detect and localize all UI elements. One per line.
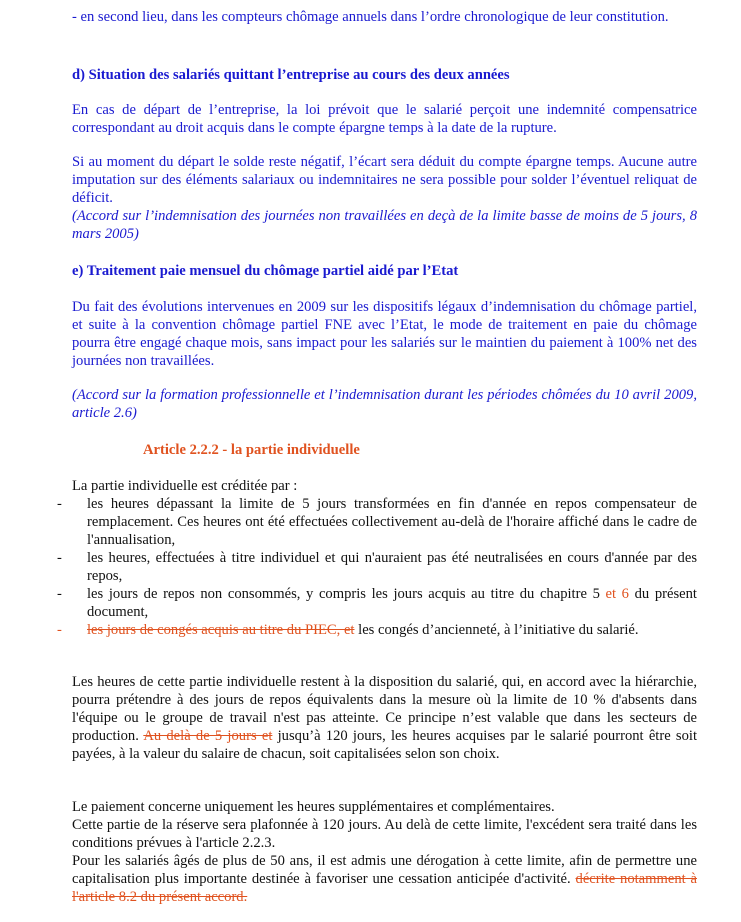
deleted-text: les jours de congés acquis au titre du PIEC, et	[87, 622, 355, 638]
article-lead: La partie individuelle est créditée par :	[72, 478, 298, 494]
article-title: Article 2.2.2 - la partie individuelle	[143, 442, 360, 458]
section-e-paragraph: Du fait des évolutions intervenues en 2009 sur les dispositifs légaux d’indemnisation du chômage partiel, et suite à la convention chômage partiel FNE avec l’Etat, le mode de traitement en paie du chômage pourra être engagé chaque mois, sans impact pour les salariés sur le maintien du paiement à 100% net des journées non travaillées.	[72, 299, 697, 369]
dash-bullet: -	[57, 586, 62, 602]
inserted-text: et 6	[605, 586, 629, 602]
section-d-heading: d) Situation des salariés quittant l’entreprise au cours des deux années	[72, 67, 510, 83]
article-paragraph-2-line-2: Cette partie de la réserve sera plafonnée à 120 jours. Au delà de cette limite, l'excédent sera traité dans les conditions prévues à l'article 2.2.3.	[72, 817, 697, 851]
list-item	[57, 495, 697, 549]
intro-line: - en second lieu, dans les compteurs chômage annuels dans l’ordre chronologique de leur constitution.	[72, 9, 669, 25]
list-item-text: les congés d’ancienneté, à l’initiative du salarié.	[354, 622, 639, 638]
list-item-text: les heures, effectuées à titre individuel et qui n'auraient pas été neutralisées en cours d'année par des repos,	[87, 550, 697, 584]
section-e-reference: (Accord sur la formation professionnelle et l’indemnisation durant les périodes chômées du 10 avril 2009, article 2.6)	[72, 387, 697, 421]
article-paragraph-2-line-1: Le paiement concerne uniquement les heures supplémentaires et complémentaires.	[72, 799, 555, 815]
list-item-text: du présent document,	[87, 586, 697, 620]
paragraph-text: Les heures de cette partie individuelle restent à la disposition du salarié, qui, en accord avec la hiérarchie, pourra prétendre à des jours de repos équivalents dans la mesure où la limite de 10 % d'absents dans l'équipe ou le groupe de travail n'est pas atteinte. Ce principe n’est valable que dans les secteurs de production.	[72, 674, 697, 744]
list-item-text: les heures dépassant la limite de 5 jours transformées en fin d'année en repos compensateur de remplacement. Ces heures ont été effectuées collectivement au-delà de l'horaire affiché dans le cadre de l'annualisation,	[87, 496, 697, 548]
paragraph-text: Pour les salariés âgés de plus de 50 ans, il est admis une dérogation à cette limite, afin de permettre une capitalisation plus importante destinée à favoriser une cessation anticipée d'activité.	[72, 853, 697, 887]
credit-list	[57, 495, 697, 639]
section-d-paragraph-1: En cas de départ de l’entreprise, la loi prévoit que le salarié perçoit une indemnité compensatrice correspondant au droit acquis dans le compte épargne temps à la date de la rupture.	[72, 102, 697, 136]
deleted-text: Au delà de 5 jours et	[143, 728, 273, 744]
dash-bullet: -	[57, 496, 62, 512]
section-d-reference: (Accord sur l’indemnisation des journées non travaillées en deçà de la limite basse de moins de 5 jours, 8 mars 2005)	[72, 208, 697, 242]
article-paragraph-1	[72, 673, 697, 763]
section-e-heading: e) Traitement paie mensuel du chômage partiel aidé par l’Etat	[72, 263, 459, 279]
deleted-text: décrite notamment à l'article 8.2 du présent accord.	[72, 871, 697, 905]
section-d-paragraph-2: Si au moment du départ le solde reste négatif, l’écart sera déduit du compte épargne temps. Aucune autre imputation sur des éléments salariaux ou indemnitaires ne sera possible pour solder l’éventuel reliquat de déficit.	[72, 154, 697, 206]
list-item	[57, 585, 697, 621]
dash-bullet: -	[57, 622, 62, 638]
dash-bullet: -	[57, 550, 62, 566]
list-item	[57, 621, 697, 639]
list-item	[57, 549, 697, 585]
list-item-text: les jours de repos non consommés, y compris les jours acquis au titre du chapitre 5	[87, 586, 606, 602]
paragraph-text: jusqu’à 120 jours, les heures acquises par le salarié pourront être soit payées, à la valeur du salaire de chacun, soit capitalisées selon son choix.	[72, 728, 697, 762]
article-paragraph-2-line-3	[72, 852, 697, 906]
